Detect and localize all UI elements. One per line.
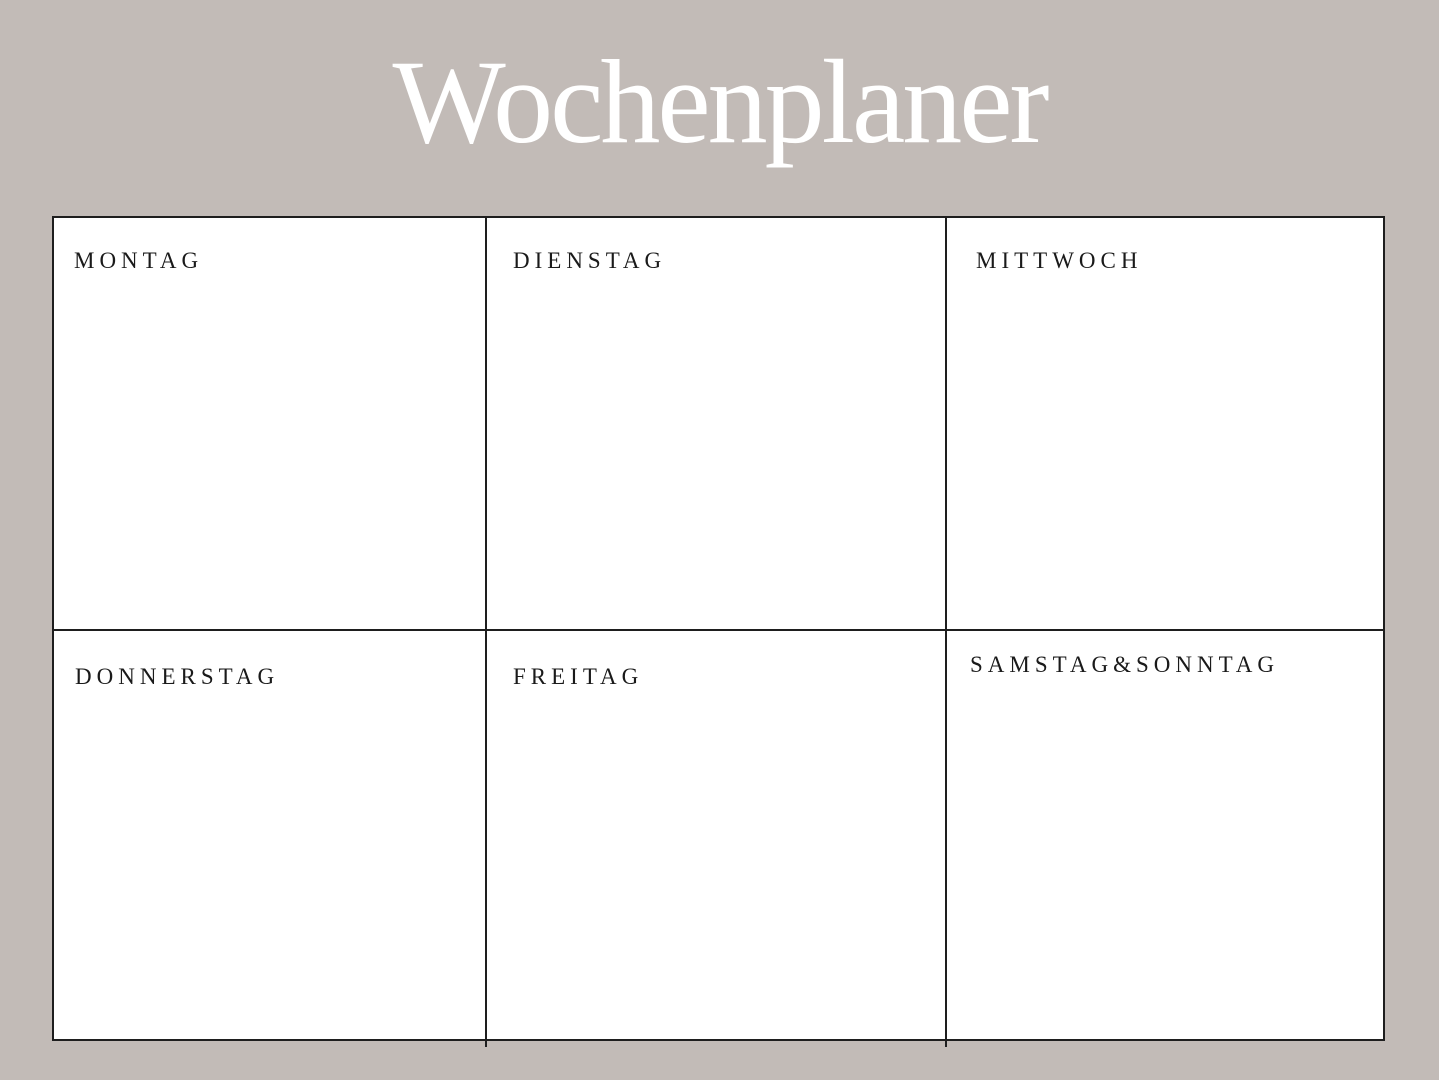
day-label-weekend: SAMSTAG&SONNTAG: [970, 652, 1280, 677]
day-label-friday: FREITAG: [513, 664, 644, 689]
column-divider-2: [945, 218, 947, 1047]
day-label-monday: MONTAG: [74, 248, 204, 273]
day-label-thursday: DONNERSTAG: [75, 664, 280, 689]
day-label-tuesday: DIENSTAG: [513, 248, 667, 273]
page-title: Wochenplaner: [392, 35, 1047, 168]
row-divider: [54, 629, 1384, 631]
day-label-wednesday: MITTWOCH: [976, 248, 1143, 273]
weekly-planner-grid: [52, 216, 1385, 1041]
column-divider-1: [485, 218, 487, 1047]
